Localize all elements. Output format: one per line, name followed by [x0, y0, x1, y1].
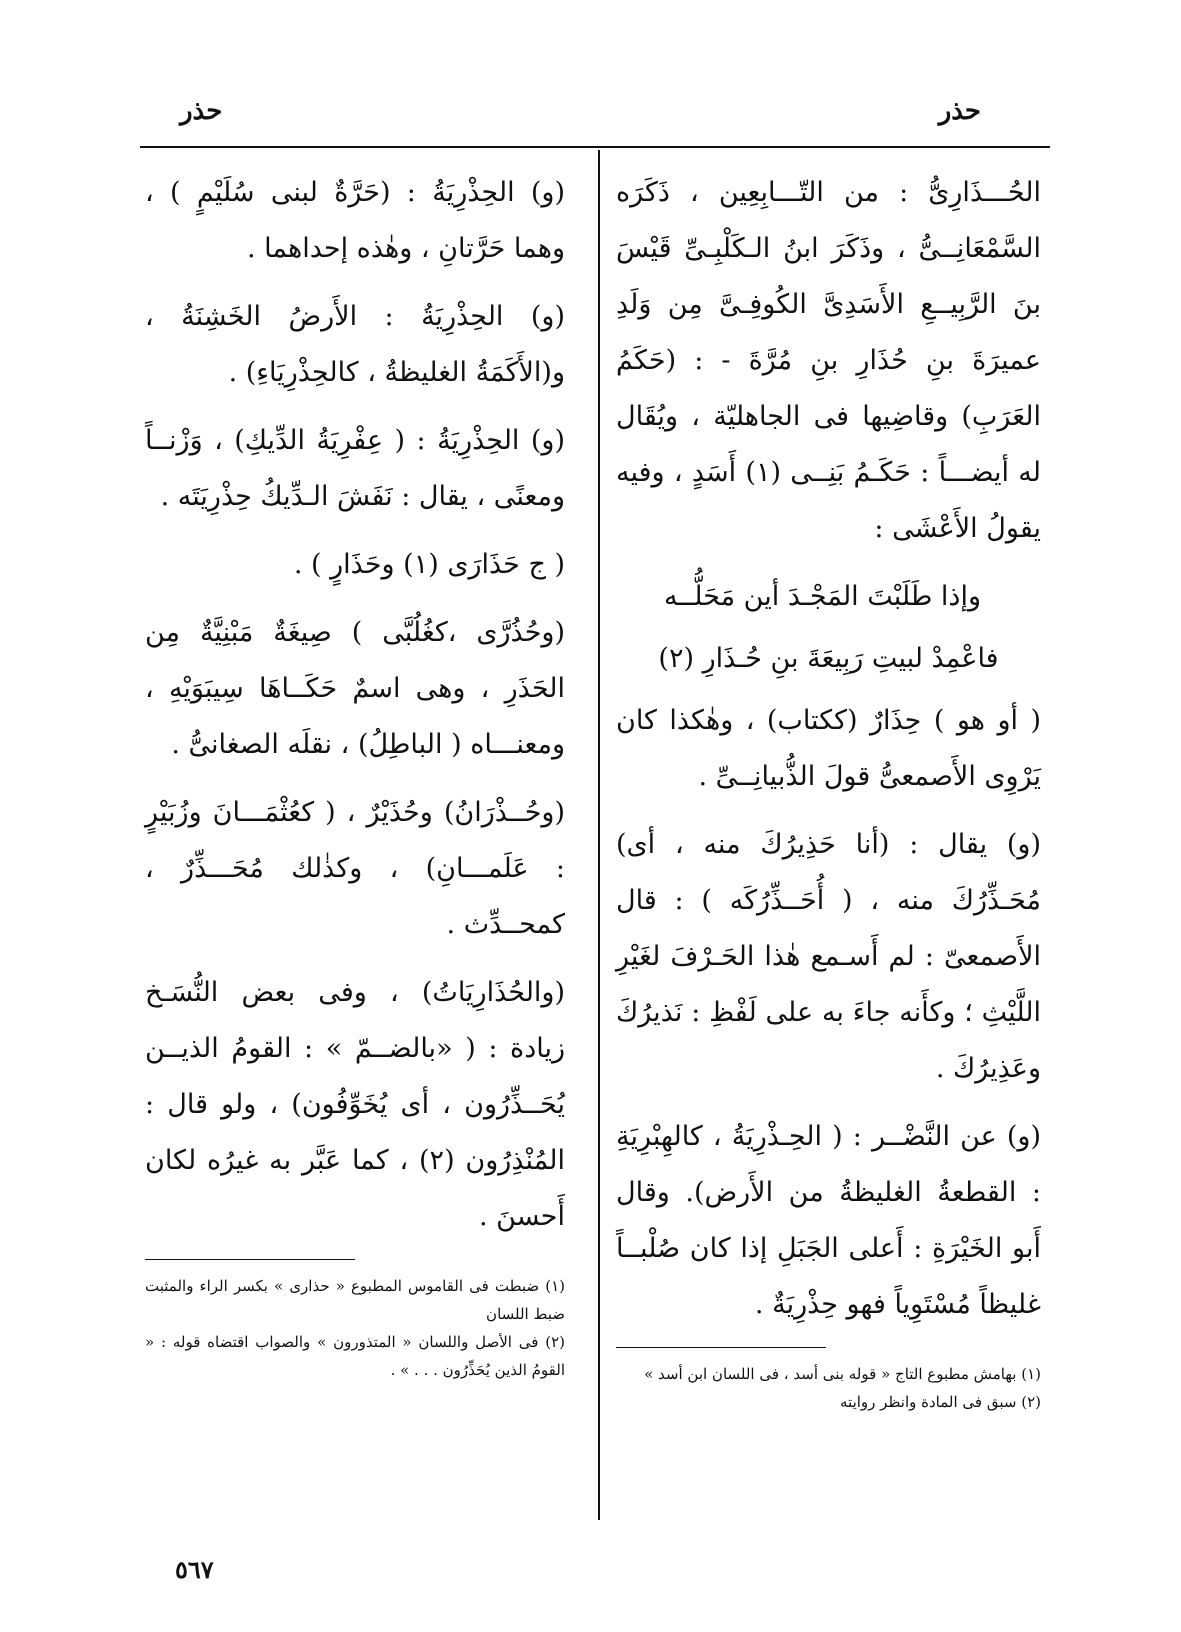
- column-divider: [598, 150, 600, 1520]
- paragraph: (و) الحِذْرِيَةُ : الأَرضُ الخَشِنَةُ ، و(الأَكَمَةُ الغليظةُ ، كالحِذْرِيَاءِ) .: [145, 301, 565, 388]
- header-rule: [140, 146, 1050, 148]
- paragraph: (و) عن النَّضْــر : ( الحِـذْرِيَةُ ، كالهِبْرِيَةِ : القطعةُ الغليظةُ من الأَرض). وقال أَبو الخَيْرَةِ : أَعلى الجَبَلِ إذا كان صُلْبــاً غليظاً مُسْتَوِياً فهو حِذْرِيَةٌ .: [616, 1121, 1041, 1320]
- paragraph: ( ج حَذَارَى (١) وحَذَارٍ ) .: [293, 549, 565, 580]
- paragraph: (و) الحِذْرِيَةُ : (حَرَّةٌ لبنى سُلَيْمٍ ) ، وهما حَرَّتانِ ، وهٰذه إحداهما .: [145, 177, 565, 264]
- left-column: [145, 165, 565, 1384]
- footnote-rule: [616, 1347, 826, 1348]
- footnote: (١) ضبطت فى القاموس المطبوع « حذارى » بكسر الراء والمثبت ضبط اللسان: [145, 1277, 565, 1323]
- page-number: ٥٦٧: [175, 1555, 214, 1584]
- paragraph: (وحُذُرَّى ،كغُلُبَّى ) صِيغَةٌ مَبْنِيَّةٌ مِن الحَذَرِ ، وهى اسمٌ حَكَــاهَا سِيبَوَيْهِ ، ومعنـــاه ( الباطِلُ) ، نقلَه الصغانىُّ .: [145, 617, 565, 760]
- paragraph: ( أو هو ) حِذَارٌ (ككتاب) ، وهٰكذا كان يَرْوِى الأَصمعىُّ قولَ الذُّبيانِــىِّ .: [616, 705, 1041, 792]
- paragraph: (و) الحِذْرِيَةُ : ( عِفْرِيَةُ الدِّيكِ) ، وَزْنــاً ومعنًى ، يقال : نَفَشَ الـدِّيكُ حِذْرِيَتَه .: [145, 425, 565, 512]
- running-header-left: حذر: [180, 96, 223, 126]
- footnote-rule: [145, 1259, 355, 1260]
- running-header-right: حذر: [938, 96, 981, 126]
- paragraph: (وحُــذْرَانُ) وحُذَيْرٌ ، ( كعُثْمَـــانَ وزُبَيْرٍ : عَلَمـــانِ) ، وكذٰلك مُحَـــذِّرٌ ، كمحــدِّث .: [145, 797, 565, 940]
- footnote: (٢) سبق فى المادة وانظر روايته: [840, 1393, 1041, 1411]
- verse-line: فاعْمِدْ لبيتِ رَبِيعَةَ بنِ حُـذَارِ (٢): [658, 643, 999, 674]
- paragraph: (والحُذَارِيَاتُ) ، وفى بعض النُّسَـخ زيادة : ( «بالضــمّ » : القومُ الذيــن يُحَــذِّرُون ، أى يُخَوِّفُون) ، ولو قال : المُنْذِرُون (٢) ، كما عَبَّر به غيرُه لكان أَحسنَ .: [145, 977, 565, 1232]
- right-column: [616, 165, 1041, 1416]
- footnote: (٢) فى الأصل واللسان « المتذورون » والصواب اقتضاه قوله : « القومُ الذين يُحَذِّرُون . . . » .: [145, 1333, 565, 1379]
- paragraph: الحُـــذَارِىُّ : من التّـــابِعِين ، ذَكَرَه السَّمْعَانِــىُّ ، وذَكَرَ ابنُ الـكَلْبِـىِّ قَيْسَ بنَ الرَّبِيــعِ الأَسَدِىَّ الكُوفِـىَّ مِن وَلَدِ عميرَةَ بنِ حُذَارِ بنِ مُرَّةَ - : (حَكَمُ العَرَبِ) وقاضِيها فى الجاهليّة ، ويُقَال له أيضـــاً : حَكَـمُ بَنِــى (١) أَسَدٍ ، وفيه يقولُ الأَعْشَى :: [616, 177, 1041, 544]
- footnote: (١) بهامش مطبوع التاج « قوله بنى أسد ، فى اللسان ابن أسد »: [644, 1365, 1041, 1383]
- verse-line: وإذا طَلَبْتَ المَجْـدَ أين مَحَلُّــه: [663, 581, 981, 612]
- paragraph: (و) يقال : (أنا حَذِيرُكَ منه ، أى) مُحَـذِّرُكَ منه ، ( أُحَــذِّرُكَه ) : قال الأَصمعىّ : لم أَسـمع هٰذا الحَـرْفَ لغَيْرِ اللَّيْثِ ؛ وكأَنه جاءَ به على لَفْظِ : نَذيرُكَ وعَذِيرُكَ .: [616, 829, 1041, 1084]
